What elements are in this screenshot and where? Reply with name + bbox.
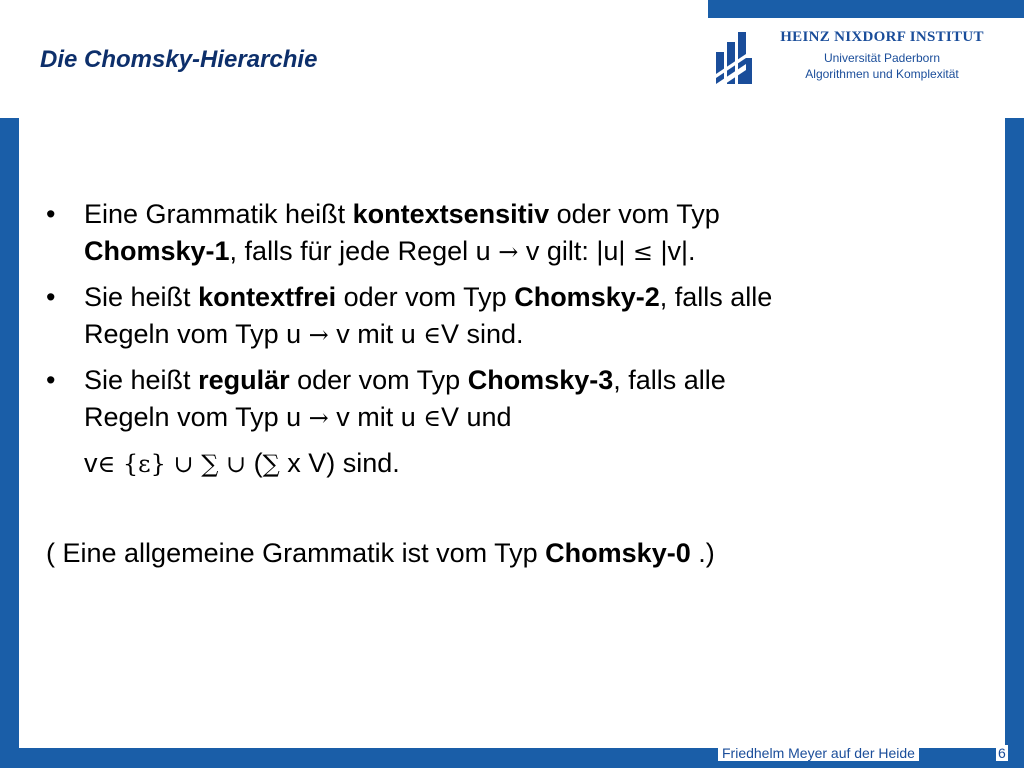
bullet-text: Regeln vom Typ u: [84, 402, 309, 432]
term-chomsky-2: Chomsky-2: [514, 282, 660, 312]
sigma-symbol: ∑: [193, 450, 226, 478]
term-chomsky-1: Chomsky-1: [84, 236, 230, 266]
frame-top-bar: [708, 0, 1024, 18]
term-chomsky-3: Chomsky-3: [467, 365, 614, 395]
formula-text: V) sind.: [308, 448, 400, 478]
arrow-symbol: →: [498, 238, 519, 266]
bullet-text: v mit u: [328, 402, 424, 432]
frame-right-bar: [1005, 118, 1024, 748]
bullet-chomsky-3: [46, 362, 996, 437]
formula-text: v: [84, 448, 98, 478]
bullet-marker: •: [46, 199, 56, 229]
bullet-marker: •: [46, 282, 56, 312]
slide-title: Die Chomsky-Hierarchie: [40, 46, 318, 73]
term-kontextfrei: kontextfrei: [198, 282, 337, 312]
arrow-symbol: →: [308, 404, 329, 432]
bullet-text: v gilt: |u|: [518, 236, 633, 266]
footer-author: Friedhelm Meyer auf der Heide: [718, 745, 919, 761]
institute-university: Universität Paderborn: [823, 51, 941, 65]
bullet-text: oder vom Typ: [549, 199, 720, 229]
frame-left-bar: [0, 118, 19, 768]
union-symbol: ∪: [173, 450, 194, 478]
note-text: ( Eine allgemeine Grammatik ist vom Typ: [46, 538, 546, 568]
cross-product-symbol: x: [279, 448, 309, 478]
element-of-symbol: ∈: [423, 321, 442, 349]
regular-rule-formula: [46, 445, 996, 483]
bullet-text: , falls alle: [659, 282, 773, 312]
term-regulaer: regulär: [198, 365, 290, 395]
bullet-chomsky-2: [46, 279, 996, 354]
bullet-marker: •: [46, 365, 56, 395]
union-symbol: ∪: [226, 450, 247, 478]
epsilon-set: {ε}: [115, 450, 174, 478]
bullet-text: Eine Grammatik heißt: [84, 199, 353, 229]
bullet-text: v mit u: [328, 319, 424, 349]
term-kontextsensitiv: kontextsensitiv: [352, 199, 550, 229]
element-of-symbol: ∈: [423, 404, 442, 432]
page-number: 6: [998, 745, 1006, 761]
sigma-symbol: ∑: [262, 450, 280, 478]
bullet-chomsky-1: [46, 196, 996, 271]
bullet-text: Sie heißt: [84, 365, 199, 395]
institute-name: HEINZ NIXDORF INSTITUT: [780, 29, 984, 45]
note-text: .): [690, 538, 715, 568]
slide-content: [46, 196, 996, 572]
bullet-text: oder vom Typ: [289, 365, 468, 395]
institute-department: Algorithmen und Komplexität: [805, 67, 959, 81]
institute-logo-icon: [714, 30, 754, 86]
formula-text: (: [246, 448, 263, 478]
bullet-text: Sie heißt: [84, 282, 199, 312]
term-chomsky-0: Chomsky-0: [545, 538, 691, 568]
bullet-text: V und: [441, 402, 512, 432]
bullet-text: , falls für jede Regel u: [229, 236, 499, 266]
leq-symbol: ≤: [632, 238, 653, 266]
bullet-text: , falls alle: [613, 365, 726, 395]
chomsky-0-note: [46, 535, 996, 572]
bullet-text: Regeln vom Typ u: [84, 319, 309, 349]
institute-block: [762, 29, 1002, 82]
bullet-text: V sind.: [441, 319, 524, 349]
arrow-symbol: →: [308, 321, 329, 349]
element-of-symbol: ∈: [97, 450, 116, 478]
bullet-text: oder vom Typ: [336, 282, 515, 312]
bullet-text: |v|.: [653, 236, 696, 266]
